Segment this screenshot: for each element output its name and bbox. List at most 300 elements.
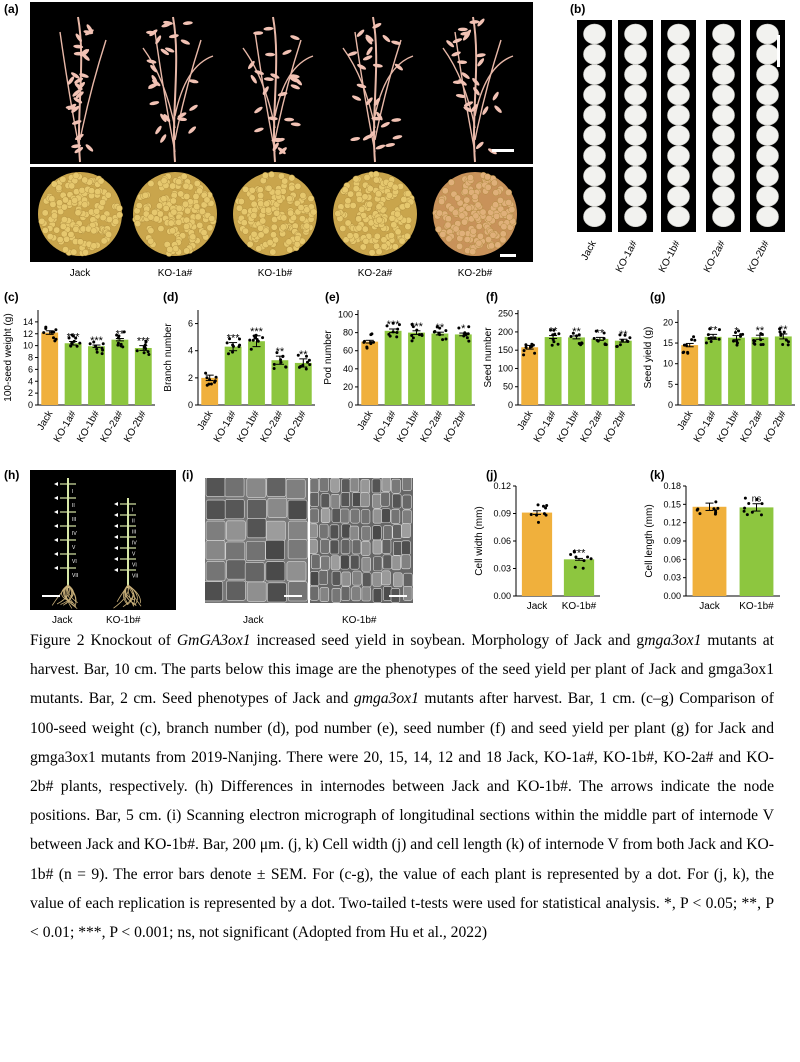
- data-dot: [537, 521, 540, 524]
- data-dot: [441, 338, 444, 341]
- y-tick-label: 0: [27, 400, 33, 410]
- seed-yield-photo: [30, 167, 533, 262]
- data-dot: [743, 510, 746, 513]
- data-dot: [372, 341, 375, 344]
- plants-drawing: [30, 2, 533, 164]
- data-dot: [619, 343, 622, 346]
- chart-branch-number: [160, 300, 320, 470]
- category-label: Jack: [675, 409, 696, 433]
- sem-label-ko: KO-1b#: [342, 615, 377, 626]
- data-dot: [365, 346, 368, 349]
- genotype-label: KO-2b#: [745, 238, 772, 275]
- scale-bar: [777, 35, 780, 67]
- significance-label: ***: [572, 547, 586, 560]
- data-dot: [590, 557, 593, 560]
- data-dot: [732, 340, 735, 343]
- y-tick-label: 5: [667, 379, 673, 390]
- y-tick-label: 6: [187, 318, 193, 329]
- significance-label: **: [595, 327, 605, 340]
- scale-bar: [492, 149, 514, 152]
- y-tick-label: 15: [662, 338, 673, 349]
- data-dot: [42, 331, 45, 334]
- y-tick-label: 14: [22, 316, 33, 327]
- category-label: KO-2b#: [122, 409, 149, 445]
- plant-silhouette: [443, 17, 513, 162]
- y-tick-label: 0: [667, 400, 673, 410]
- data-dot: [215, 376, 218, 379]
- genotype-label: Jack: [69, 268, 91, 279]
- data-dot: [54, 328, 57, 331]
- bar: [385, 331, 402, 405]
- data-dot: [147, 350, 150, 353]
- data-dot: [530, 513, 533, 516]
- significance-label: ***: [386, 319, 400, 331]
- bar: [295, 363, 312, 405]
- y-tick-label: 6: [27, 364, 33, 375]
- data-dot: [279, 358, 282, 361]
- category-label: Jack: [195, 409, 216, 433]
- internode-label: IV: [132, 540, 137, 547]
- y-tick-label: 8: [27, 352, 33, 363]
- data-dot: [710, 340, 713, 343]
- category-label: KO-2b#: [442, 409, 469, 445]
- panel-label-j: (j): [486, 468, 498, 482]
- significance-label: **: [299, 348, 308, 361]
- scale-bar: [500, 254, 516, 257]
- data-dot: [751, 511, 754, 514]
- y-tick-label: 0.06: [493, 536, 511, 546]
- data-dot: [718, 338, 721, 341]
- sem-micrograph-ko: [310, 478, 413, 603]
- bar: [248, 341, 265, 405]
- data-dot: [524, 343, 527, 346]
- data-dot: [101, 352, 104, 355]
- seed-pile: [38, 172, 123, 256]
- data-dot: [530, 343, 533, 346]
- data-dot: [389, 335, 392, 338]
- data-dot: [395, 335, 398, 338]
- data-dot: [605, 343, 608, 346]
- data-dot: [692, 335, 695, 338]
- y-tick-label: 0.06: [663, 554, 681, 565]
- category-label: Jack: [355, 409, 376, 433]
- y-tick-label: 40: [342, 363, 353, 374]
- data-dot: [714, 336, 717, 339]
- category-label: KO-1a#: [51, 409, 79, 445]
- seed-pile: [333, 171, 417, 256]
- data-dot: [753, 343, 756, 346]
- seed-column: [661, 20, 696, 232]
- data-dot: [52, 336, 55, 339]
- significance-label: ***: [226, 332, 240, 345]
- y-axis-label: Branch number: [163, 323, 174, 392]
- bar: [408, 333, 425, 405]
- data-dot: [686, 352, 689, 355]
- y-tick-label: 0.12: [493, 481, 511, 491]
- significance-label: ***: [136, 335, 150, 348]
- data-dot: [466, 336, 469, 339]
- data-dot: [101, 349, 104, 352]
- data-dot: [143, 351, 146, 354]
- category-label: KO-2b#: [602, 409, 629, 445]
- scale-bar: [389, 595, 407, 597]
- significance-label: **: [708, 324, 718, 337]
- data-dot: [467, 332, 470, 335]
- data-dot: [787, 343, 790, 346]
- internode-photo: [30, 470, 176, 610]
- internode-label: V: [72, 545, 76, 551]
- bar: [522, 513, 552, 596]
- chart-cell-length: [640, 478, 790, 623]
- data-dot: [363, 340, 366, 343]
- data-dot: [693, 339, 696, 342]
- significance-label: **: [619, 329, 628, 342]
- data-dot: [279, 361, 282, 364]
- mutant-name-1: mga3ox1: [644, 632, 702, 649]
- data-dot: [411, 339, 414, 342]
- data-dot: [557, 343, 560, 346]
- y-tick-label: 150: [497, 345, 513, 356]
- data-dot: [736, 341, 739, 344]
- bar: [545, 337, 562, 405]
- category-label: KO-2a#: [738, 409, 766, 445]
- data-dot: [369, 333, 372, 336]
- bar: [455, 334, 472, 405]
- genotype-label: Jack: [579, 238, 599, 263]
- y-tick-label: 0.09: [663, 536, 681, 546]
- plant-silhouette: [243, 17, 313, 162]
- panel-label-h: (h): [4, 468, 20, 482]
- y-tick-label: 0.18: [663, 481, 681, 491]
- y-tick-label: 80: [342, 327, 353, 338]
- data-dot: [552, 338, 555, 341]
- internode-drawing: [30, 470, 176, 610]
- internode-label-jack: Jack: [52, 615, 73, 626]
- data-dot: [457, 327, 460, 330]
- category-label: KO-1b#: [75, 409, 103, 445]
- panel-label-i: (i): [182, 468, 194, 482]
- y-tick-label: 60: [342, 345, 353, 356]
- y-axis-label: Cell width (mm): [474, 506, 485, 576]
- data-dot: [747, 502, 750, 505]
- seed-piles-drawing: [30, 167, 533, 262]
- data-dot: [698, 512, 701, 515]
- data-dot: [412, 336, 415, 339]
- plant-silhouette: [343, 17, 413, 162]
- data-dot: [718, 328, 721, 331]
- internode-label: II: [72, 503, 75, 509]
- panel-label-e: (e): [325, 290, 340, 304]
- data-dot: [781, 343, 784, 346]
- data-dot: [420, 333, 423, 336]
- y-tick-label: 0: [187, 400, 193, 410]
- data-dot: [50, 331, 53, 334]
- data-dot: [557, 332, 560, 335]
- data-dot: [759, 338, 762, 341]
- data-dot: [231, 351, 234, 354]
- genotype-label: KO-2a#: [357, 268, 393, 279]
- category-label: KO-2b#: [762, 409, 789, 445]
- significance-label: ***: [90, 335, 103, 348]
- data-dot: [583, 559, 586, 562]
- category-label: KO-2a#: [418, 409, 446, 445]
- significance-label: **: [755, 325, 765, 338]
- data-dot: [227, 352, 230, 355]
- data-dot: [232, 345, 235, 348]
- category-label: KO-1a#: [531, 409, 559, 445]
- data-dot: [760, 343, 763, 346]
- y-tick-label: 0.03: [493, 563, 511, 574]
- internode-label-ko: KO-1b#: [106, 615, 141, 626]
- y-tick-label: 20: [662, 317, 673, 328]
- internode-label: VII: [72, 573, 79, 579]
- y-tick-label: 4: [27, 376, 33, 387]
- y-axis-label: Pod number: [323, 330, 334, 385]
- category-label: Jack: [699, 601, 720, 612]
- y-tick-label: 0.15: [663, 499, 681, 510]
- data-dot: [551, 344, 554, 347]
- data-dot: [208, 378, 211, 381]
- data-dot: [69, 345, 72, 348]
- data-dot: [523, 349, 526, 352]
- scale-bar: [284, 595, 302, 597]
- data-dot: [525, 346, 528, 349]
- bar: [135, 348, 152, 405]
- data-dot: [537, 503, 540, 506]
- bar: [728, 338, 745, 405]
- plant-morphology-photo: [30, 2, 533, 164]
- data-dot: [628, 336, 631, 339]
- internode-label: II: [132, 518, 135, 525]
- internode-label: III: [132, 529, 137, 536]
- data-dot: [308, 363, 311, 366]
- y-tick-label: 0.12: [663, 517, 681, 528]
- genotype-label: KO-1a#: [613, 238, 640, 275]
- category-label: KO-1b#: [555, 409, 583, 445]
- internode-label: VI: [132, 562, 137, 569]
- data-dot: [76, 345, 79, 348]
- significance-label: **: [779, 323, 788, 336]
- seed-pile: [233, 171, 317, 256]
- panel-label-a: (a): [4, 2, 19, 16]
- data-dot: [760, 513, 763, 516]
- seed-column: [577, 20, 612, 232]
- data-dot: [248, 339, 251, 342]
- significance-label: ***: [410, 320, 423, 333]
- data-dot: [743, 507, 746, 510]
- scale-bar: [42, 595, 60, 597]
- y-axis-label: Cell length (mm): [644, 504, 655, 578]
- significance-label: **: [115, 328, 125, 341]
- category-label: KO-1a#: [371, 409, 399, 445]
- y-tick-label: 0: [507, 400, 513, 410]
- data-dot: [369, 341, 372, 344]
- significance-label: ns: [751, 493, 762, 504]
- panel-label-d: (d): [163, 290, 179, 304]
- data-dot: [467, 325, 470, 328]
- mutant-name-2: gmga3ox1: [353, 690, 419, 708]
- data-dot: [716, 507, 719, 510]
- data-dot: [545, 514, 548, 517]
- category-label: KO-1b#: [561, 601, 597, 612]
- data-dot: [714, 513, 717, 516]
- category-label: KO-2a#: [578, 409, 606, 445]
- chart-100-seed-weight: [0, 300, 160, 470]
- y-tick-label: 10: [22, 340, 33, 351]
- y-axis-label: Seed yield (g): [643, 326, 654, 389]
- data-dot: [581, 342, 584, 345]
- data-dot: [273, 363, 276, 366]
- stem: [114, 498, 142, 608]
- data-dot: [444, 329, 447, 332]
- data-dot: [752, 339, 755, 342]
- panel-label-c: (c): [4, 290, 19, 304]
- data-dot: [213, 381, 216, 384]
- data-dot: [545, 504, 548, 507]
- bar: [431, 334, 448, 405]
- data-dot: [306, 361, 309, 364]
- sem-micrograph-jack: [205, 478, 308, 603]
- data-dot: [305, 368, 308, 371]
- bar: [681, 345, 698, 405]
- data-dot: [467, 340, 470, 343]
- genotype-label: KO-2a#: [701, 238, 728, 275]
- data-dot: [119, 344, 122, 347]
- internode-label: I: [72, 489, 74, 495]
- data-dot: [582, 567, 585, 570]
- genotype-label: KO-1a#: [157, 268, 193, 279]
- category-label: KO-1a#: [211, 409, 239, 445]
- data-dot: [785, 339, 788, 342]
- data-dot: [744, 497, 747, 500]
- y-tick-label: 200: [497, 326, 513, 337]
- panel-label-b: (b): [570, 2, 586, 16]
- data-dot: [444, 337, 447, 340]
- data-dot: [574, 566, 577, 569]
- data-dot: [250, 348, 253, 351]
- y-tick-label: 12: [22, 328, 33, 339]
- y-axis-label: Seed number: [483, 327, 494, 388]
- chart-seed-number: [480, 300, 640, 470]
- bar: [693, 507, 727, 596]
- data-dot: [533, 352, 536, 355]
- internode-label: IV: [72, 531, 77, 537]
- data-dot: [741, 333, 744, 336]
- data-dot: [147, 353, 150, 356]
- internode-label: VII: [132, 573, 139, 580]
- data-dot: [410, 334, 413, 337]
- category-label: KO-1b#: [395, 409, 423, 445]
- data-dot: [44, 327, 47, 330]
- bar: [225, 347, 242, 405]
- internode-label: VI: [72, 559, 77, 565]
- seed-column: [750, 20, 785, 232]
- category-label: KO-1a#: [691, 409, 719, 445]
- data-dot: [205, 376, 208, 379]
- data-dot: [96, 351, 99, 354]
- data-dot: [685, 344, 688, 347]
- bar: [751, 337, 768, 405]
- bar: [615, 341, 632, 405]
- seed-pile: [133, 172, 217, 257]
- significance-label: *: [461, 323, 466, 336]
- chart-pod-number: [320, 300, 480, 470]
- category-label: Jack: [526, 601, 548, 612]
- significance-label: ***: [66, 331, 80, 344]
- significance-label: **: [435, 322, 445, 335]
- data-dot: [396, 331, 399, 334]
- y-tick-label: 100: [337, 309, 353, 320]
- data-dot: [117, 342, 120, 345]
- data-dot: [273, 367, 276, 370]
- significance-label: ***: [250, 325, 263, 338]
- y-axis-label: 100-seed weight (g): [3, 313, 14, 402]
- data-dot: [542, 505, 545, 508]
- data-dot: [746, 513, 749, 516]
- genotype-label: KO-1b#: [656, 238, 683, 275]
- data-dot: [95, 348, 98, 351]
- bar: [591, 339, 608, 405]
- data-dot: [714, 500, 717, 503]
- genotype-label: KO-2b#: [457, 268, 493, 279]
- gene-name: GmGA3ox1: [176, 632, 251, 649]
- data-dot: [707, 337, 710, 340]
- seed-pile: [433, 172, 517, 256]
- data-dot: [53, 339, 56, 342]
- y-tick-label: 20: [342, 381, 353, 392]
- y-tick-label: 0.00: [663, 591, 681, 601]
- internode-label: III: [72, 517, 77, 523]
- y-tick-label: 10: [662, 358, 673, 369]
- genotype-label: KO-1b#: [257, 268, 293, 279]
- panel-label-f: (f): [486, 290, 498, 304]
- y-tick-label: 0.09: [493, 508, 511, 519]
- sem-label-jack: Jack: [243, 615, 264, 626]
- significance-label: *: [734, 325, 739, 338]
- data-dot: [682, 351, 685, 354]
- bar: [65, 343, 82, 405]
- data-dot: [705, 341, 708, 344]
- bar: [775, 336, 792, 405]
- data-dot: [615, 345, 618, 348]
- y-tick-label: 50: [502, 381, 513, 392]
- panel-label-g: (g): [650, 290, 666, 304]
- bar: [361, 342, 378, 405]
- data-dot: [284, 366, 287, 369]
- y-tick-label: 2: [187, 372, 193, 383]
- chart-cell-width: [470, 478, 610, 623]
- data-dot: [696, 508, 699, 511]
- significance-label: **: [275, 346, 285, 359]
- y-tick-label: 0: [347, 400, 353, 410]
- category-label: Jack: [35, 409, 56, 433]
- data-dot: [257, 340, 260, 343]
- internode-label: I: [132, 507, 134, 514]
- data-dot: [578, 342, 581, 345]
- y-tick-label: 250: [497, 308, 513, 319]
- bar: [740, 507, 774, 596]
- category-label: KO-1b#: [235, 409, 263, 445]
- data-dot: [301, 364, 304, 367]
- data-dot: [204, 372, 207, 375]
- figure-caption: Figure 2 Knockout of GmGA3ox1 increased seed yield in soybean. Morphology of Jack and gmga3ox1 mutants at harvest. Bar, 10 cm. The parts below this image are the phenotypes of the seed yield per plant of Jack and gmga3ox1 mutants. Bar, 2 cm. Seed phenotypes of Jack and gmga3ox1 mutants after harvest. Bar, 1 cm. (c–g) Comparison of 100-seed weight (c), branch number (d), pod number (e), seed number (f) and seed yield per plant (g) for Jack and gmga3ox1 mutants from 2019-Nanjing. There were 20, 15, 14, 12 and 18 Jack, KO-1a#, KO-1b#, KO-2a# and KO-2b# plants, respectively. (h) Differences in internodes between Jack and KO-1b#. The arrows indicate the node positions. Bar, 5 cm. (i) Scanning electron micrograph of longitudinal sections within the middle part of internode V between Jack and KO-1b#. Bar, 200 μm. (j, k) Cell width (j) and cell length (k) of internode V from both Jack and KO-1b# (n = 9). The error bars denote ± SEM. For (c-g), the value of each plant is represented by a dot. For (j, k), the value of each replication is represented by a dot. Two-tailed t-tests were used for statistical analysis. *, P < 0.05; **, P < 0.01; ***, P < 0.001; ns, not significant (Adopted from Hu et al., 2022): [30, 632, 774, 942]
- plant-silhouette: [143, 17, 213, 162]
- data-dot: [522, 353, 525, 356]
- plant-silhouette: [60, 17, 106, 162]
- data-dot: [586, 555, 589, 558]
- seed-column: [706, 20, 741, 232]
- data-dot: [529, 345, 532, 348]
